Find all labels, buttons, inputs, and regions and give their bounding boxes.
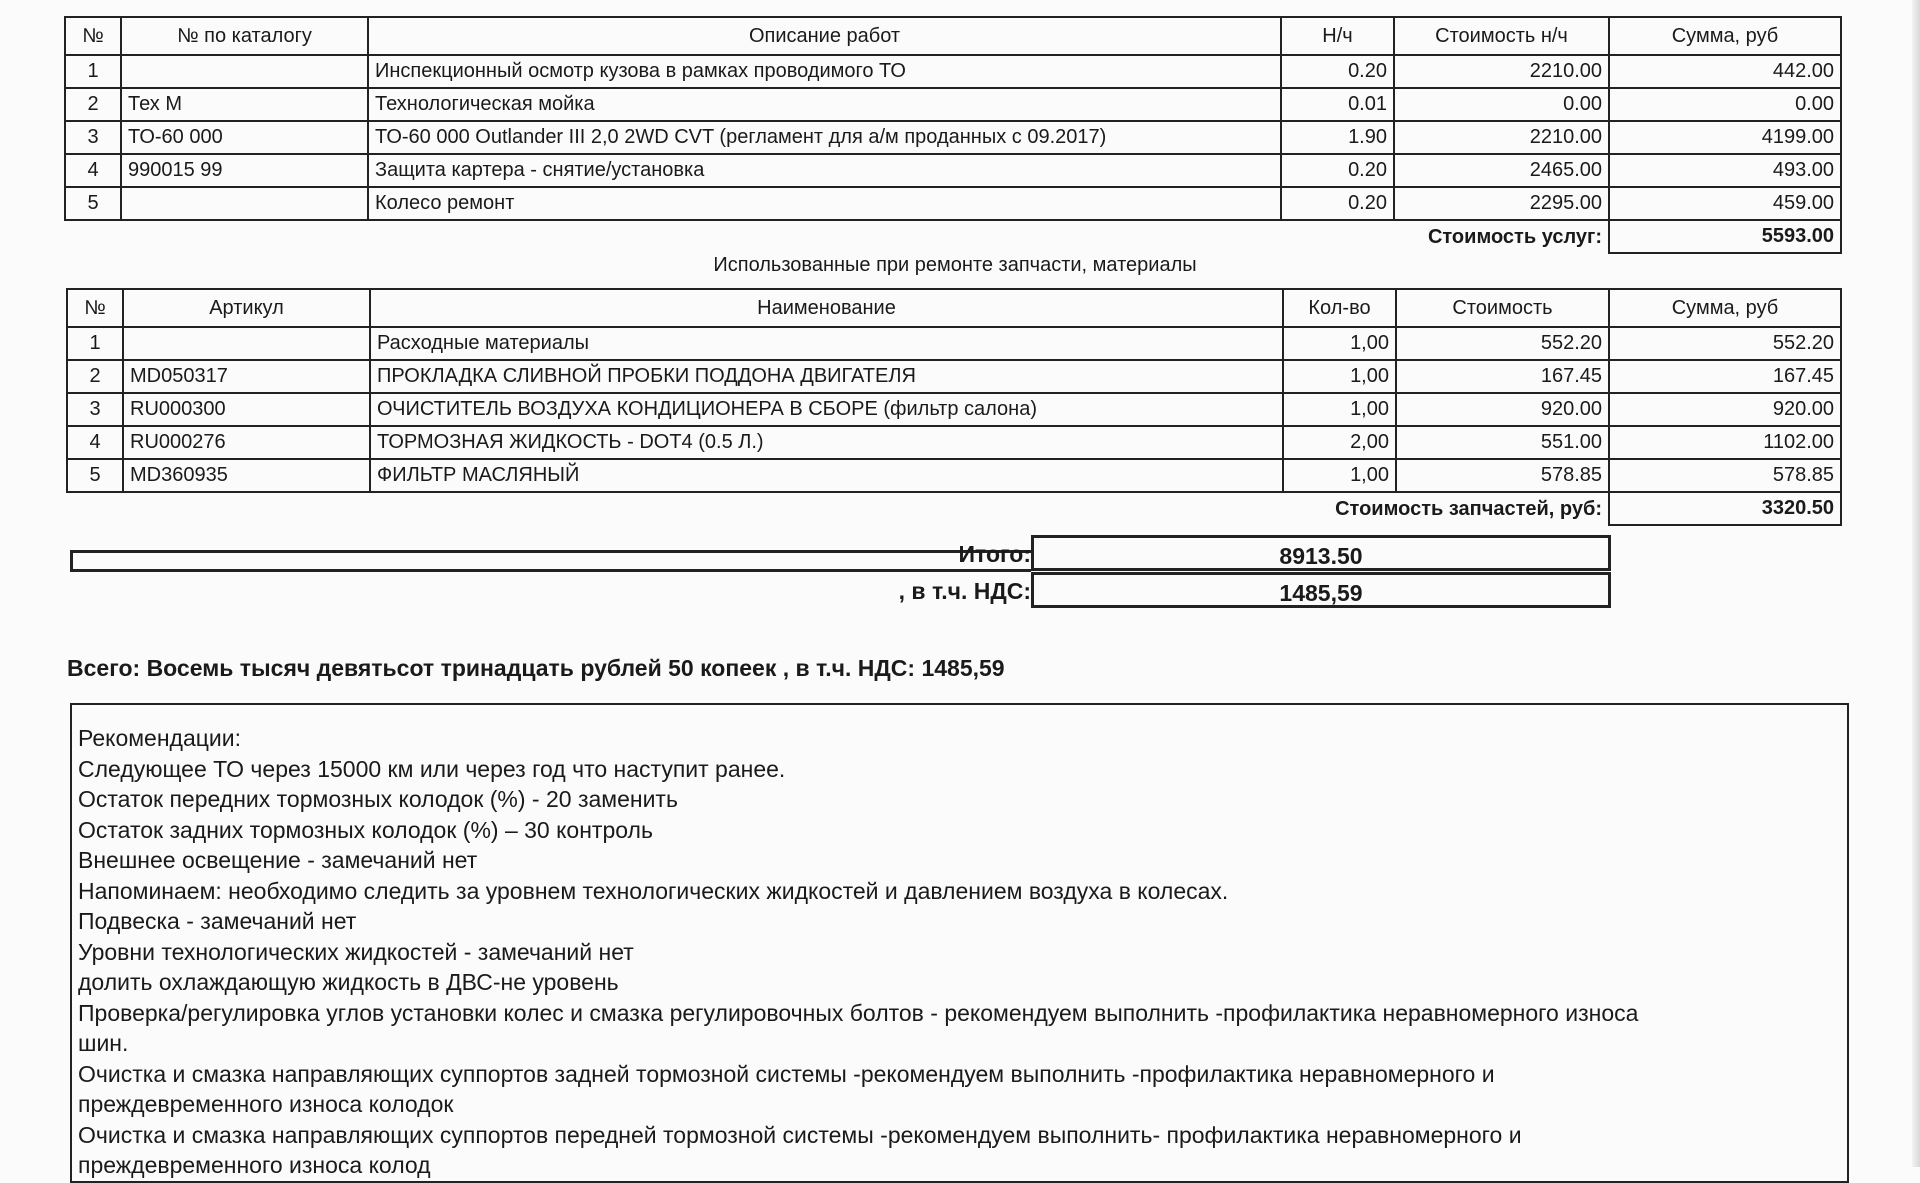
row-number: 2 xyxy=(65,88,121,121)
row-code xyxy=(123,327,370,360)
page-edge xyxy=(1912,0,1920,1167)
row-number: 1 xyxy=(67,327,123,360)
row-number: 3 xyxy=(67,393,123,426)
table-row xyxy=(67,393,1841,426)
row-code: 990015 99 xyxy=(121,154,368,187)
row-number: 5 xyxy=(65,187,121,220)
row-sum: 578.85 xyxy=(1609,459,1841,492)
row-description: Защита картера - снятие/установка xyxy=(368,154,1281,187)
recommendation-line: Внешнее освещение - замечаний нет xyxy=(78,847,478,873)
itogo-label: Итого: xyxy=(958,541,1031,567)
row-quantity: 0.20 xyxy=(1281,55,1394,88)
works-total-row xyxy=(65,220,1841,253)
row-cost: 2210.00 xyxy=(1394,55,1609,88)
vat-value: 1485,59 xyxy=(1031,572,1611,608)
row-sum: 0.00 xyxy=(1609,88,1841,121)
header-catalog: № по каталогу xyxy=(121,17,368,55)
row-quantity: 1,00 xyxy=(1283,327,1396,360)
header-number: № xyxy=(67,289,123,327)
table-row xyxy=(65,154,1841,187)
recommendation-line: Напоминаем: необходимо следить за уровнем технологических жидкостей и давлением воздуха в колесах. xyxy=(78,877,1229,904)
works-total-value: 5593.00 xyxy=(1609,220,1841,253)
recommendation-line: Подвеска - замечаний нет xyxy=(78,908,357,934)
table-row xyxy=(65,187,1841,220)
header-description: Описание работ xyxy=(368,17,1281,55)
row-code: MD050317 xyxy=(123,360,370,393)
table-row xyxy=(67,360,1841,393)
recommendation-line: Проверка/регулировка углов установки колес и смазка регулировочных болтов - рекомендуем выполнить -профилактика неравномерного износа xyxy=(78,999,1639,1026)
works-header-row xyxy=(65,17,1841,55)
row-cost: 2465.00 xyxy=(1394,154,1609,187)
row-description: ПРОКЛАДКА СЛИВНОЙ ПРОБКИ ПОДДОНА ДВИГАТЕЛЯ xyxy=(370,360,1283,393)
row-cost: 551.00 xyxy=(1396,426,1609,459)
recommendations-title: Рекомендации: xyxy=(78,725,242,751)
header-hour-cost: Стоимость н/ч xyxy=(1394,17,1609,55)
row-cost: 552.20 xyxy=(1396,327,1609,360)
row-quantity: 0.20 xyxy=(1281,154,1394,187)
row-cost: 578.85 xyxy=(1396,459,1609,492)
row-code: RU000300 xyxy=(123,393,370,426)
recommendation-line: преждевременного износа колод xyxy=(78,1152,431,1178)
row-quantity: 1,00 xyxy=(1283,360,1396,393)
row-description: Колесо ремонт xyxy=(368,187,1281,220)
table-row xyxy=(65,88,1841,121)
row-sum: 167.45 xyxy=(1609,360,1841,393)
row-number: 4 xyxy=(67,426,123,459)
vat-label: , в т.ч. НДС: xyxy=(898,578,1031,604)
row-quantity: 1,00 xyxy=(1283,393,1396,426)
row-quantity: 2,00 xyxy=(1283,426,1396,459)
header-quantity: Кол-во xyxy=(1283,289,1396,327)
recommendation-line: Уровни технологических жидкостей - замечаний нет xyxy=(78,938,634,965)
row-sum: 4199.00 xyxy=(1609,121,1841,154)
recommendation-line: шин. xyxy=(78,1030,129,1056)
table-row xyxy=(67,327,1841,360)
row-code: ТО-60 000 xyxy=(121,121,368,154)
recommendation-line: Следующее ТО через 15000 км или через год что наступит ранее. xyxy=(78,755,786,782)
parts-title: Использованные при ремонте запчасти, материалы xyxy=(713,254,1197,276)
recommendation-line: Остаток передних тормозных колодок (%) - 20 заменить xyxy=(78,786,678,812)
header-sum: Сумма, руб xyxy=(1609,17,1841,55)
recommendation-line: преждевременного износа колодок xyxy=(78,1091,454,1117)
vat-row xyxy=(70,572,1611,610)
parts-total-value: 3320.50 xyxy=(1609,492,1841,525)
row-description: ТОРМОЗНАЯ ЖИДКОСТЬ - DOT4 (0.5 Л.) xyxy=(370,426,1283,459)
works-total-label: Стоимость услуг: xyxy=(1427,225,1602,248)
recommendation-line: Очистка и смазка направляющих суппортов задней тормозной системы -рекомендуем выполнить -профилактика неравномерного и xyxy=(78,1060,1495,1087)
header-cost: Стоимость xyxy=(1396,289,1609,327)
row-sum: 459.00 xyxy=(1609,187,1841,220)
table-row xyxy=(65,121,1841,154)
row-sum: 493.00 xyxy=(1609,154,1841,187)
header-number: № xyxy=(65,17,121,55)
row-cost: 2295.00 xyxy=(1394,187,1609,220)
total-in-words: Всего: Восемь тысяч девятьсот тринадцать рублей 50 копеек , в т.ч. НДС: 1485,59 xyxy=(67,655,1005,681)
parts-table xyxy=(66,288,1842,526)
row-cost: 920.00 xyxy=(1396,393,1609,426)
row-cost: 2210.00 xyxy=(1394,121,1609,154)
recommendation-line: Остаток задних тормозных колодок (%) – 30 контроль xyxy=(78,816,653,843)
parts-total-row xyxy=(67,492,1841,525)
row-sum: 920.00 xyxy=(1609,393,1841,426)
itogo-row xyxy=(70,535,1611,573)
row-description: ОЧИСТИТЕЛЬ ВОЗДУХА КОНДИЦИОНЕРА В СБОРЕ (фильтр салона) xyxy=(370,393,1283,426)
itogo-value: 8913.50 xyxy=(1031,535,1611,571)
row-quantity: 0.01 xyxy=(1281,88,1394,121)
table-row xyxy=(65,55,1841,88)
parts-total-label: Стоимость запчастей, руб: xyxy=(1335,497,1602,520)
parts-header-row xyxy=(67,289,1841,327)
row-code: RU000276 xyxy=(123,426,370,459)
table-row xyxy=(67,426,1841,459)
row-number: 4 xyxy=(65,154,121,187)
row-description: Технологическая мойка xyxy=(368,88,1281,121)
row-number: 1 xyxy=(65,55,121,88)
row-quantity: 1,00 xyxy=(1283,459,1396,492)
header-article: Артикул xyxy=(123,289,370,327)
table-row xyxy=(67,459,1841,492)
row-code xyxy=(121,187,368,220)
header-hours: Н/ч xyxy=(1281,17,1394,55)
row-number: 5 xyxy=(67,459,123,492)
row-quantity: 1.90 xyxy=(1281,121,1394,154)
row-quantity: 0.20 xyxy=(1281,187,1394,220)
row-number: 3 xyxy=(65,121,121,154)
itogo-frame xyxy=(70,550,1031,572)
row-sum: 552.20 xyxy=(1609,327,1841,360)
row-cost: 0.00 xyxy=(1394,88,1609,121)
row-code xyxy=(121,55,368,88)
header-name: Наименование xyxy=(370,289,1283,327)
row-number: 2 xyxy=(67,360,123,393)
recommendation-line: долить охлаждающую жидкость в ДВС-не уровень xyxy=(78,969,619,995)
row-description: Расходные материалы xyxy=(370,327,1283,360)
header-sum: Сумма, руб xyxy=(1609,289,1841,327)
row-description: ФИЛЬТР МАСЛЯНЫЙ xyxy=(370,459,1283,492)
row-sum: 442.00 xyxy=(1609,55,1841,88)
row-cost: 167.45 xyxy=(1396,360,1609,393)
row-code: Тех М xyxy=(121,88,368,121)
recommendation-line: Очистка и смазка направляющих суппортов передней тормозной системы -рекомендуем выполнить- профилактика неравномерного и xyxy=(78,1121,1522,1148)
works-table xyxy=(64,16,1842,254)
row-description: ТО-60 000 Outlander III 2,0 2WD CVT (регламент для а/м проданных с 09.2017) xyxy=(368,121,1281,154)
row-sum: 1102.00 xyxy=(1609,426,1841,459)
row-description: Инспекционный осмотр кузова в рамках проводимого ТО xyxy=(368,55,1281,88)
recommendations-box xyxy=(70,703,1849,1183)
summary-box xyxy=(70,535,1611,612)
row-code: MD360935 xyxy=(123,459,370,492)
